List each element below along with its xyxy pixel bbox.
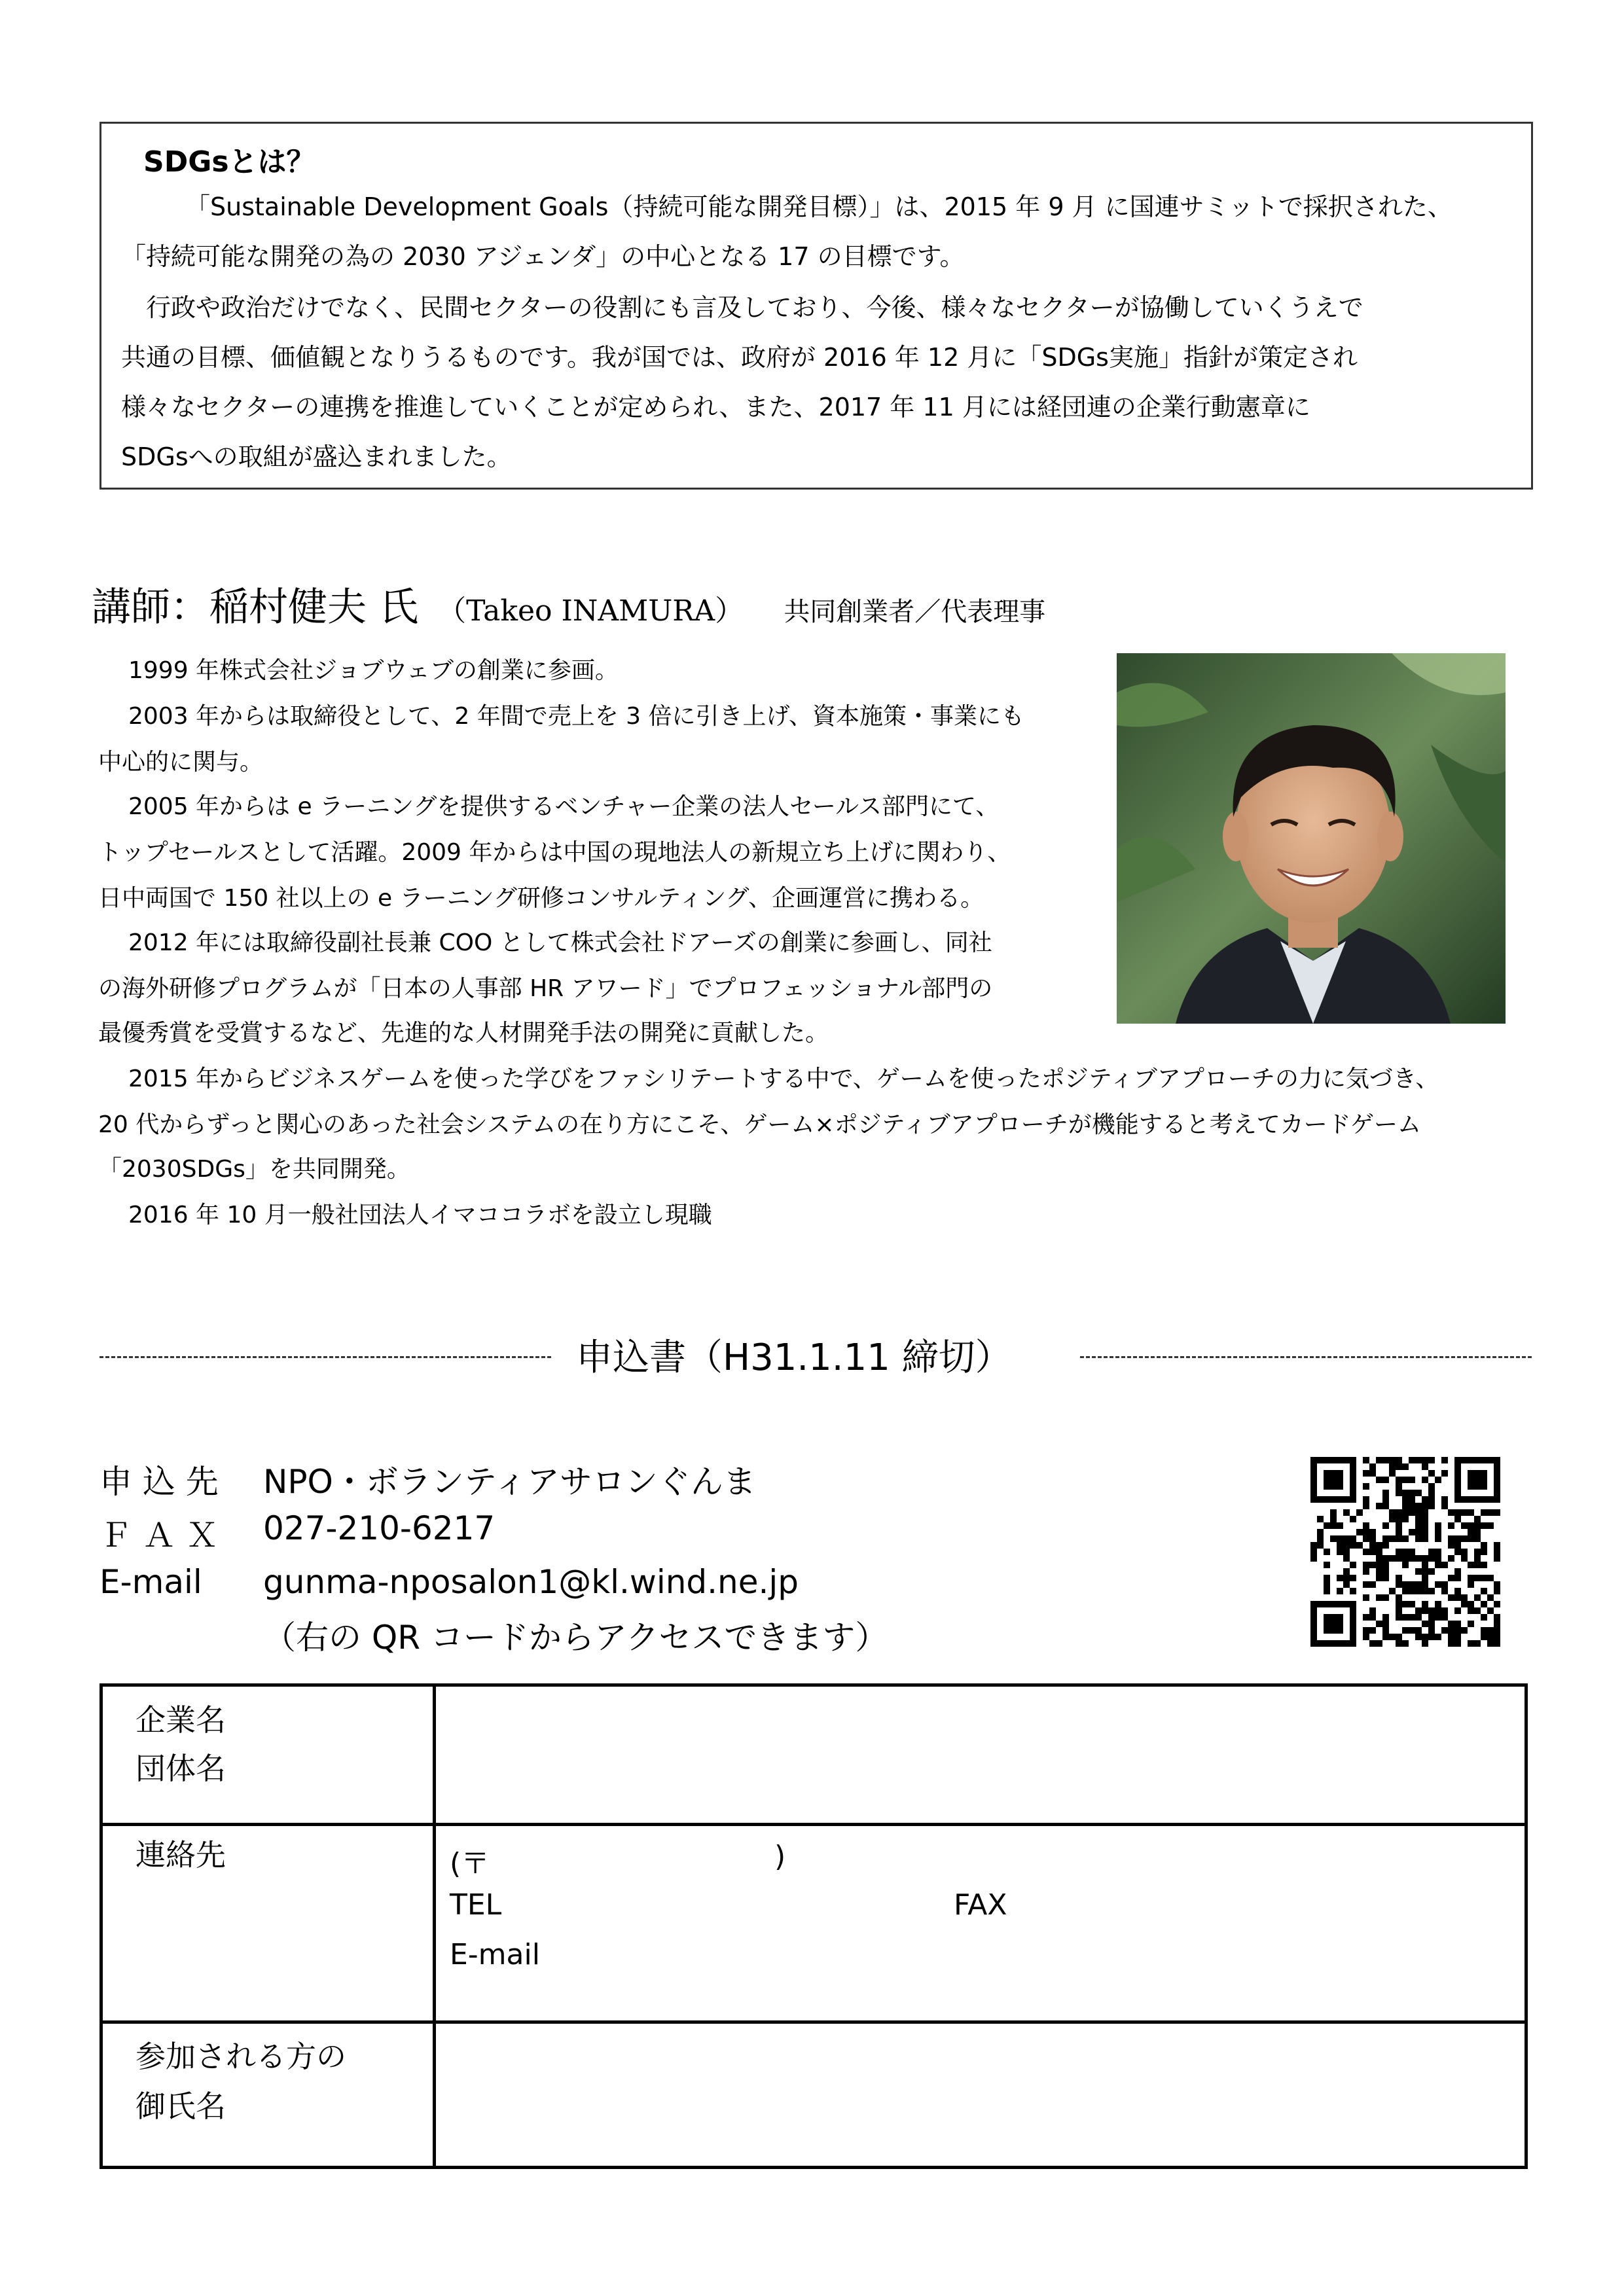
bio-line: 最優秀賞を受賞するなど、先進的な人材開発手法の開発に貢献した。 (98, 1020, 829, 1047)
org-label-2: 団体名 (135, 1751, 226, 1786)
participants-label-1: 参加される方の (135, 2039, 346, 2074)
lecturer-name-en: （Takeo INAMURA） (437, 594, 744, 628)
sdgs-info-box (99, 122, 1533, 490)
contact-label: 連絡先 (135, 1837, 226, 1873)
application-title: 申込書（H31.1.11 締切） (576, 1336, 1012, 1379)
bio-line: 日中両国で 150 社以上の e ラーニング研修コンサルティング、企画運営に携わる。 (98, 885, 984, 912)
sdgs-line: 行政や政治だけでなく、民間セクターの役割にも言及しており、今後、様々なセクターが協働していくうえで (121, 293, 1363, 322)
email-link[interactable]: gunma-nposalon1@kl.wind.ne.jp (263, 1563, 799, 1601)
org-label-1: 企業名 (135, 1702, 226, 1738)
portrait-image (1117, 653, 1506, 1024)
qr-code-graphic (1310, 1457, 1500, 1647)
fax-field[interactable] (1032, 1883, 1517, 1922)
sdgs-title: SDGsとは？ (143, 145, 316, 179)
lecturer-heading (92, 576, 1045, 632)
fax-value: 027-210-6217 (263, 1509, 496, 1547)
bio-line: の海外研修プログラムが「日本の人事部 HR アワード」でプロフェッショナル部門の (98, 975, 993, 1002)
bio-line: 20 代からずっと関心のあった社会システムの在り方にこそ、ゲーム×ポジティブアプローチが機能すると考えてカードゲーム (98, 1111, 1421, 1138)
qr-note: （右の QR コードからアクセスできます） (263, 1619, 888, 1657)
apply-to-value: NPO・ボランティアサロンぐんま (263, 1463, 756, 1501)
bio-line: 2015 年からビジネスゲームを使った学びをファシリテートする中で、ゲームを使ったポジティブアプローチの力に気づき、 (128, 1066, 1439, 1092)
participants-field[interactable] (438, 2024, 1525, 2166)
separator-right (1080, 1356, 1532, 1358)
qr-code-icon[interactable] (1310, 1457, 1500, 1647)
bio-line: 2016 年 10 月一般社団法人イマココラボを設立し現職 (128, 1202, 712, 1229)
org-name-field[interactable] (438, 1690, 1525, 1820)
sdgs-line: SDGsへの取組が盛込まれました。 (121, 442, 512, 471)
bio-line: 2012 年には取締役副社長兼 COO として株式会社ドアーズの創業に参画し、同社 (128, 929, 992, 956)
application-form (99, 1683, 1528, 2169)
postal-code-close: ) (774, 1840, 786, 1873)
tel-field[interactable] (522, 1883, 967, 1922)
form-row-divider (103, 1823, 1525, 1826)
participants-label-2: 御氏名 (135, 2089, 226, 2124)
form-column-divider (433, 1687, 436, 2166)
bio-line: 2005 年からは e ラーニングを提供するベンチャー企業の法人セールス部門にて、 (128, 793, 1000, 820)
bio-line: 中心的に関与。 (98, 749, 264, 776)
bio-line: 2003 年からは取締役として、2 年間で売上を 3 倍に引き上げ、資本施策・事業にも (128, 703, 1025, 730)
bio-line: 「2030SDGs」を共同開発。 (98, 1156, 410, 1183)
lecturer-role: 共同創業者／代表理事 (784, 597, 1046, 627)
fax-label: Ｆ Ａ Ｘ (99, 1516, 219, 1554)
apply-to-label: 申 込 先 (99, 1463, 219, 1501)
bio-line: トップセールスとして活躍。2009 年からは中国の現地法人の新規立ち上げに関わり、 (98, 839, 1011, 866)
email-label: E-mail (99, 1563, 202, 1601)
postal-code-label: (〒 (450, 1847, 490, 1880)
sdgs-line: 共通の目標、価値観となりうるものです。我が国では、政府が 2016 年 12 月に「SDGs実施」指針が策定され (121, 343, 1358, 372)
fax-field-label: FAX (954, 1888, 1007, 1922)
sdgs-line: 「持続可能な開発の為の 2030 アジェンダ」の中心となる 17 の目標です。 (121, 242, 965, 271)
sdgs-line: 「Sustainable Development Goals（持続可能な開発目標）」は、2015 年 9 月 に国連サミットで採択された、 (185, 192, 1453, 221)
lecturer-photo (1117, 653, 1506, 1024)
email-field[interactable] (548, 1933, 1517, 1972)
tel-label: TEL (450, 1888, 502, 1922)
separator-left (99, 1356, 551, 1358)
postal-code-field[interactable] (489, 1835, 764, 1874)
sdgs-line: 様々なセクターの連携を推進していくことが定められ、また、2017 年 11 月には経団連の企業行動憲章に (121, 393, 1310, 422)
lecturer-name: 講師：稲村健夫 氏 (92, 584, 419, 630)
email-field-label: E-mail (450, 1938, 540, 1971)
bio-line: 1999 年株式会社ジョブウェブの創業に参画。 (128, 657, 619, 684)
